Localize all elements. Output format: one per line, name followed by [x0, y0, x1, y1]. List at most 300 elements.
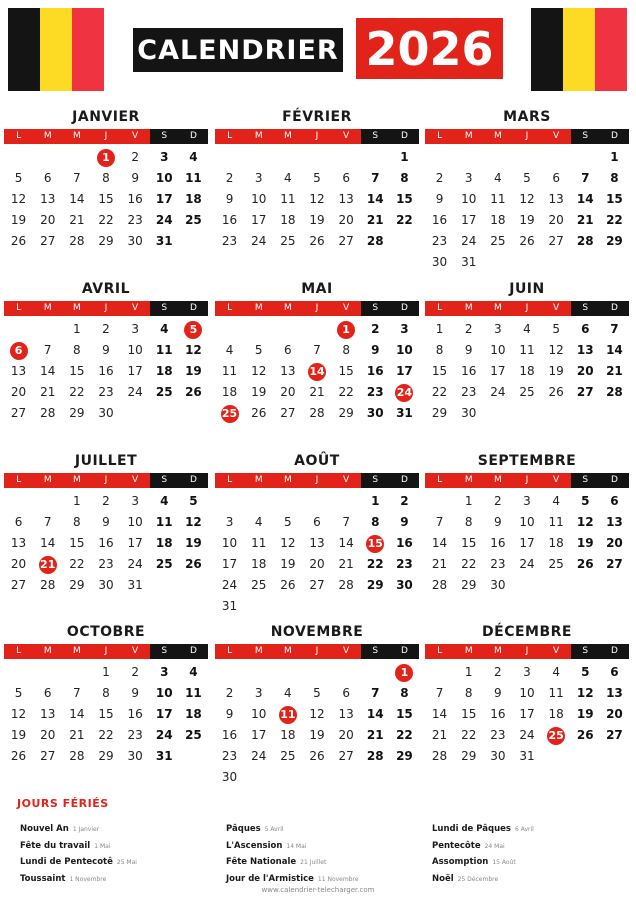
day-cell: 7: [342, 515, 350, 529]
day-cell: 16: [127, 192, 143, 206]
empty-cell: [273, 147, 302, 168]
day-cell: 10: [127, 343, 143, 357]
weekday-label: S: [361, 473, 390, 488]
day-cell: 2: [494, 665, 502, 679]
day-cell: 21: [431, 557, 448, 571]
days-grid: [215, 662, 419, 788]
weekday-label: D: [390, 301, 419, 316]
day-cell: 1: [73, 322, 81, 336]
day-cell: 7: [313, 343, 321, 357]
empty-cell: [273, 491, 302, 512]
day-cell: 10: [251, 707, 267, 721]
day-cell: 27: [606, 728, 623, 742]
weekday-label: S: [361, 644, 390, 659]
day-cell: 7: [43, 343, 52, 357]
day-cell: 26: [576, 728, 594, 742]
weekday-label: M: [454, 301, 483, 316]
holiday-item: [226, 833, 426, 850]
holiday-name: Noël: [432, 873, 454, 884]
day-cell: 23: [490, 728, 506, 742]
day-cell: 27: [576, 385, 594, 399]
day-cell: 19: [10, 728, 27, 742]
empty-cell: [244, 319, 273, 340]
holiday-date: 15 Août: [492, 859, 516, 866]
month-block: [425, 449, 629, 596]
day-cell: 29: [396, 749, 413, 763]
holiday-name: Fête Nationale: [226, 857, 297, 867]
day-cell: 9: [464, 343, 473, 357]
day-cell: 7: [435, 686, 444, 700]
holidays-column: [20, 816, 220, 882]
day-cell: 13: [10, 364, 27, 378]
holiday-name: Lundi de Pâques: [432, 824, 511, 834]
day-cell: 22: [338, 385, 354, 399]
day-cell: 7: [371, 686, 380, 700]
empty-cell: [4, 319, 33, 340]
day-cell: 14: [431, 707, 448, 721]
day-cell: 19: [185, 364, 202, 378]
day-cell: 19: [548, 364, 564, 378]
day-cell: 15: [69, 364, 85, 378]
day-cell: 7: [73, 686, 81, 700]
day-cell: 8: [400, 686, 409, 700]
weekday-label: M: [62, 644, 91, 659]
day-cell: 31: [127, 578, 143, 592]
day-cell: 13: [338, 707, 354, 721]
weekday-label: J: [512, 473, 541, 488]
day-cell: 15: [606, 192, 623, 206]
day-cell: 4: [160, 322, 169, 336]
day-cell: 29: [461, 749, 477, 763]
day-cell: 22: [69, 557, 85, 571]
day-cell: 30: [461, 406, 477, 420]
weekday-label: D: [600, 644, 629, 659]
day-cell: 8: [610, 171, 619, 185]
day-cell: 20: [576, 364, 594, 378]
day-cell: 18: [548, 536, 564, 550]
holiday-date: 21 Juillet: [300, 859, 327, 866]
empty-cell: [244, 662, 273, 683]
weekday-label: L: [425, 129, 454, 144]
day-cell: 11: [548, 686, 564, 700]
holiday-day: 1: [390, 662, 419, 683]
weekday-label: D: [600, 301, 629, 316]
day-cell: 24: [251, 234, 267, 248]
day-cell: 5: [284, 515, 292, 529]
day-cell: 7: [73, 171, 81, 185]
holiday-day: 24: [390, 382, 419, 403]
day-cell: 26: [548, 385, 564, 399]
day-cell: 14: [431, 536, 448, 550]
day-cell: 16: [490, 536, 506, 550]
day-cell: 10: [519, 515, 535, 529]
day-cell: 11: [221, 364, 238, 378]
holiday-day: 25: [542, 725, 571, 746]
empty-cell: [302, 662, 331, 683]
day-cell: 24: [127, 557, 143, 571]
weekday-label: J: [512, 644, 541, 659]
day-cell: 14: [338, 536, 354, 550]
day-cell: 3: [254, 686, 263, 700]
day-cell: 5: [581, 665, 590, 679]
day-cell: 22: [606, 213, 623, 227]
day-cell: 7: [610, 322, 619, 336]
day-cell: 10: [490, 343, 506, 357]
day-cell: 5: [254, 343, 263, 357]
day-cell: 23: [98, 385, 114, 399]
day-cell: 13: [576, 343, 594, 357]
day-cell: 27: [338, 749, 354, 763]
day-cell: 7: [435, 515, 444, 529]
day-cell: 23: [127, 728, 143, 742]
day-cell: 1: [371, 494, 380, 508]
empty-cell: [571, 147, 600, 168]
day-cell: 29: [431, 406, 448, 420]
day-cell: 31: [155, 234, 173, 248]
day-cell: 22: [98, 728, 114, 742]
weekday-label: L: [215, 301, 244, 316]
day-cell: 6: [552, 171, 560, 185]
day-cell: 5: [552, 322, 560, 336]
day-cell: 17: [251, 213, 267, 227]
weekday-label: L: [4, 473, 33, 488]
day-cell: 28: [69, 749, 85, 763]
day-cell: 2: [102, 494, 110, 508]
empty-cell: [332, 662, 361, 683]
holiday-day: 11: [273, 704, 302, 725]
days-grid: [425, 491, 629, 596]
day-cell: 4: [552, 494, 560, 508]
day-cell: 2: [225, 171, 234, 185]
weekday-label: V: [542, 301, 571, 316]
day-cell: 22: [396, 728, 413, 742]
day-cell: 12: [309, 192, 325, 206]
day-cell: 28: [606, 385, 623, 399]
day-cell: 17: [127, 536, 143, 550]
day-cell: 3: [160, 665, 169, 679]
weekday-label: V: [542, 129, 571, 144]
holiday-date: 1 Novembre: [69, 875, 107, 883]
day-cell: 15: [461, 536, 477, 550]
month-name: NOVEMBRE: [270, 624, 364, 640]
day-cell: 19: [576, 707, 594, 721]
holiday-date: 25 Décembre: [457, 875, 499, 883]
holiday-date: 1 Janvier: [72, 826, 100, 833]
weekday-label: M: [33, 644, 62, 659]
holidays-title: JOURS FÉRIÉS: [17, 797, 109, 810]
day-cell: 17: [396, 364, 413, 378]
day-cell: 12: [185, 515, 202, 529]
day-cell: 18: [185, 192, 202, 206]
day-cell: 1: [464, 494, 473, 508]
weekday-label: L: [425, 644, 454, 659]
weekday-label: L: [215, 473, 244, 488]
day-cell: 11: [519, 343, 535, 357]
day-cell: 19: [309, 213, 325, 227]
day-cell: 18: [155, 536, 173, 550]
days-grid: [4, 319, 208, 424]
holiday-date: 1 Mai: [94, 842, 111, 850]
day-cell: 23: [431, 234, 448, 248]
day-cell: 6: [342, 686, 350, 700]
holiday-name: Jour de l'Armistice: [226, 873, 314, 884]
day-cell: 30: [431, 255, 448, 269]
empty-cell: [244, 147, 273, 168]
day-cell: 12: [280, 536, 296, 550]
day-cell: 19: [280, 557, 296, 571]
day-cell: 23: [396, 557, 413, 571]
day-cell: 12: [576, 515, 594, 529]
weekday-label: M: [273, 129, 302, 144]
weekday-label: V: [332, 301, 361, 316]
empty-cell: [512, 147, 541, 168]
day-cell: 24: [155, 213, 173, 227]
month-name: SEPTEMBRE: [477, 453, 577, 469]
day-cell: 30: [127, 749, 143, 763]
belgian-flag-right: [531, 8, 627, 91]
day-cell: 21: [69, 728, 85, 742]
holidays-column: [226, 816, 426, 882]
day-cell: 4: [225, 343, 234, 357]
day-cell: 14: [40, 536, 56, 550]
empty-cell: [244, 491, 273, 512]
day-cell: 14: [69, 192, 85, 206]
holiday-day: 21: [33, 554, 62, 575]
day-cell: 23: [127, 213, 143, 227]
weekday-header: [425, 301, 629, 316]
day-cell: 8: [102, 686, 110, 700]
day-cell: 8: [102, 171, 110, 185]
day-cell: 17: [519, 536, 535, 550]
empty-cell: [273, 662, 302, 683]
weekday-label: D: [179, 473, 208, 488]
weekday-label: M: [273, 301, 302, 316]
day-cell: 9: [400, 515, 409, 529]
day-cell: 29: [606, 234, 623, 248]
day-cell: 28: [576, 234, 594, 248]
holiday-name: Fête du travail: [20, 840, 91, 851]
day-cell: 28: [338, 578, 354, 592]
day-cell: 11: [251, 536, 267, 550]
day-cell: 19: [519, 213, 535, 227]
day-cell: 15: [98, 192, 114, 206]
flag-stripe-black: [8, 8, 40, 91]
day-cell: 13: [40, 192, 56, 206]
weekday-label: L: [215, 644, 244, 659]
day-cell: 29: [461, 578, 477, 592]
flag-stripe-black: [531, 8, 563, 91]
day-cell: 25: [280, 749, 296, 763]
weekday-label: S: [361, 301, 390, 316]
day-cell: 22: [461, 728, 477, 742]
holiday-name: Pâques: [226, 824, 261, 834]
day-cell: 17: [221, 557, 238, 571]
day-cell: 9: [435, 192, 444, 206]
day-cell: 24: [490, 385, 506, 399]
day-cell: 6: [43, 686, 52, 700]
day-cell: 26: [185, 557, 202, 571]
day-cell: 16: [98, 536, 114, 550]
day-cell: 20: [338, 728, 354, 742]
day-cell: 19: [309, 728, 325, 742]
day-cell: 10: [251, 192, 267, 206]
day-cell: 2: [371, 322, 380, 336]
day-cell: 5: [313, 686, 321, 700]
weekday-label: L: [4, 129, 33, 144]
day-cell: 11: [280, 192, 296, 206]
weekday-label: J: [91, 644, 120, 659]
day-cell: 19: [576, 536, 594, 550]
day-cell: 17: [251, 728, 267, 742]
days-grid: [4, 662, 208, 767]
day-cell: 28: [366, 234, 384, 248]
day-cell: 5: [523, 171, 531, 185]
day-cell: 3: [160, 150, 169, 164]
day-cell: 22: [431, 385, 448, 399]
day-cell: 22: [69, 385, 85, 399]
holiday-item: [20, 849, 220, 866]
empty-cell: [425, 491, 454, 512]
month-block: [4, 449, 208, 596]
day-cell: 1: [102, 665, 110, 679]
day-cell: 8: [400, 171, 409, 185]
day-cell: 13: [309, 536, 325, 550]
day-cell: 8: [464, 515, 473, 529]
day-cell: 23: [98, 557, 114, 571]
month-block: [215, 105, 419, 252]
day-cell: 11: [155, 515, 173, 529]
weekday-label: M: [62, 473, 91, 488]
day-cell: 4: [284, 686, 292, 700]
day-cell: 3: [400, 322, 409, 336]
day-cell: 13: [338, 192, 354, 206]
day-cell: 16: [221, 728, 238, 742]
day-cell: 7: [371, 171, 380, 185]
day-cell: 30: [490, 749, 506, 763]
holiday-item: [226, 849, 426, 866]
day-cell: 2: [102, 322, 110, 336]
day-cell: 14: [40, 364, 56, 378]
day-cell: 27: [548, 234, 564, 248]
day-cell: 16: [366, 364, 384, 378]
empty-cell: [425, 662, 454, 683]
day-cell: 8: [464, 686, 473, 700]
day-cell: 20: [10, 557, 27, 571]
holiday-date: 25 Mai: [116, 859, 137, 866]
day-cell: 24: [127, 385, 143, 399]
weekday-label: M: [483, 473, 512, 488]
day-cell: 21: [69, 213, 85, 227]
month-name: JUIN: [509, 281, 545, 297]
day-cell: 3: [131, 494, 139, 508]
month-block: [215, 620, 419, 788]
day-cell: 4: [160, 494, 169, 508]
day-cell: 27: [338, 234, 354, 248]
day-cell: 3: [523, 494, 531, 508]
weekday-label: J: [91, 129, 120, 144]
day-cell: 29: [69, 578, 85, 592]
day-cell: 28: [309, 406, 325, 420]
empty-cell: [33, 147, 62, 168]
day-cell: 5: [14, 686, 23, 700]
month-name: FÉVRIER: [282, 109, 352, 125]
day-cell: 6: [14, 515, 23, 529]
day-cell: 21: [366, 728, 384, 742]
day-cell: 24: [519, 728, 535, 742]
day-cell: 22: [396, 213, 413, 227]
day-cell: 31: [221, 599, 238, 613]
weekday-label: L: [4, 301, 33, 316]
empty-cell: [483, 147, 512, 168]
day-cell: 20: [40, 728, 56, 742]
weekday-header: [425, 644, 629, 659]
day-cell: 17: [127, 364, 143, 378]
day-cell: 26: [251, 406, 267, 420]
weekday-label: M: [33, 301, 62, 316]
day-cell: 17: [155, 192, 173, 206]
day-cell: 10: [127, 515, 143, 529]
days-grid: [4, 147, 208, 252]
empty-cell: [4, 491, 33, 512]
holiday-name: Assomption: [432, 857, 489, 867]
day-cell: 9: [102, 515, 110, 529]
days-grid: [215, 319, 419, 424]
empty-cell: [332, 491, 361, 512]
day-cell: 1: [400, 150, 409, 164]
weekday-label: L: [425, 301, 454, 316]
weekday-label: M: [62, 129, 91, 144]
day-cell: 16: [490, 707, 506, 721]
day-cell: 20: [309, 557, 325, 571]
day-cell: 15: [431, 364, 448, 378]
weekday-label: D: [179, 644, 208, 659]
weekday-label: D: [390, 473, 419, 488]
day-cell: 10: [155, 686, 173, 700]
days-grid: [425, 147, 629, 273]
month-name: OCTOBRE: [66, 624, 146, 640]
weekday-label: M: [454, 129, 483, 144]
holiday-day: 1: [332, 319, 361, 340]
day-cell: 17: [155, 707, 173, 721]
day-cell: 15: [338, 364, 354, 378]
weekday-label: J: [302, 301, 331, 316]
day-cell: 17: [461, 213, 477, 227]
day-cell: 30: [98, 578, 114, 592]
day-cell: 29: [98, 749, 114, 763]
day-cell: 9: [494, 515, 502, 529]
day-cell: 2: [131, 150, 139, 164]
day-cell: 29: [366, 578, 384, 592]
day-cell: 23: [366, 385, 384, 399]
weekday-label: D: [600, 129, 629, 144]
weekday-header: [215, 644, 419, 659]
day-cell: 30: [221, 770, 238, 784]
day-cell: 13: [548, 192, 564, 206]
day-cell: 28: [69, 234, 85, 248]
month-name: DÉCEMBRE: [482, 624, 572, 640]
month-block: [4, 277, 208, 424]
day-cell: 13: [40, 707, 56, 721]
day-cell: 1: [610, 150, 619, 164]
day-cell: 26: [185, 385, 202, 399]
day-cell: 25: [185, 213, 202, 227]
day-cell: 11: [155, 343, 173, 357]
day-cell: 30: [490, 578, 506, 592]
day-cell: 20: [10, 385, 27, 399]
weekday-label: M: [483, 644, 512, 659]
weekday-label: M: [273, 473, 302, 488]
day-cell: 19: [10, 213, 27, 227]
